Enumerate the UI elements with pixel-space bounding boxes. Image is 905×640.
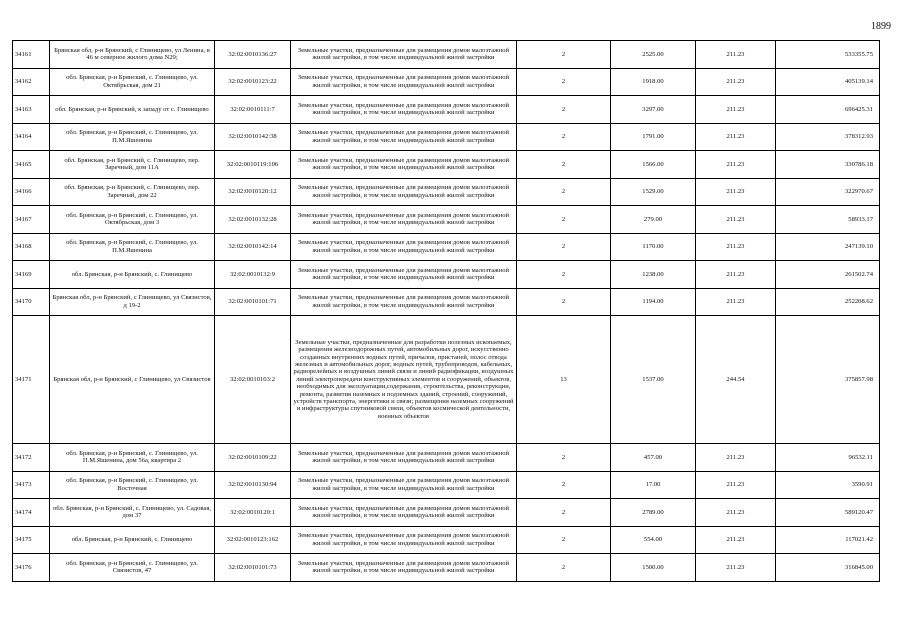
specific-value-cell: 211.23 (696, 499, 776, 527)
area-cell: 2789.00 (611, 499, 696, 527)
group-code-cell: 2 (517, 554, 611, 582)
cadastral-number-cell: 32:02:0010101:73 (215, 554, 291, 582)
area-cell: 1194.00 (611, 288, 696, 316)
table-row (13, 41, 880, 69)
address-cell: обл. Брянская, р-н Брянский, с. Глинищево, ул. Октябрьская, дом 3 (50, 206, 215, 234)
specific-value-cell: 211.23 (696, 96, 776, 124)
group-code-cell: 2 (517, 123, 611, 151)
row-number: 34163 (13, 96, 50, 124)
row-number: 34162 (13, 68, 50, 96)
specific-value-cell: 211.23 (696, 178, 776, 206)
address-cell: Брянская обл, р-н Брянский, с Глинищево, ул Ленина, в 46 м северное жилого дома N29; (50, 41, 215, 69)
cadastral-value-cell: 696425.31 (776, 96, 880, 124)
group-code-cell: 2 (517, 233, 611, 261)
group-code-cell: 2 (517, 499, 611, 527)
cadastral-value-cell: 117021.42 (776, 526, 880, 554)
row-number: 34168 (13, 233, 50, 261)
row-number: 34170 (13, 288, 50, 316)
table-row (13, 261, 880, 289)
cadastral-value-cell: 3590.91 (776, 471, 880, 499)
address-cell: обл. Брянская, р-н Брянский, с. Глинищево, ул. Октябрьская, дом 21 (50, 68, 215, 96)
cadastral-value-cell: 316845.00 (776, 554, 880, 582)
row-number: 34175 (13, 526, 50, 554)
table-row (13, 288, 880, 316)
table-row (13, 499, 880, 527)
cadastral-number-cell: 32:02:0010142:14 (215, 233, 291, 261)
area-cell: 1791.00 (611, 123, 696, 151)
land-purpose-cell: Земельные участки, предназначенные для размещения домов малоэтажной жилой застройки, в том числе индивидуальной жилой застройки (291, 499, 517, 527)
cadastral-number-cell: 32:02:0010132:9 (215, 261, 291, 289)
page-number: 1899 (871, 21, 891, 32)
address-cell: обл. Брянская, р-н Брянский, с. Глинищево, ул. П.М.Яшенина (50, 233, 215, 261)
cadastral-value-cell: 261502.74 (776, 261, 880, 289)
specific-value-cell: 211.23 (696, 206, 776, 234)
specific-value-cell: 211.23 (696, 151, 776, 179)
land-purpose-cell: Земельные участки, предназначенные для размещения домов малоэтажной жилой застройки, в том числе индивидуальной жилой застройки (291, 233, 517, 261)
group-code-cell: 2 (517, 96, 611, 124)
land-purpose-cell: Земельные участки, предназначенные для размещения домов малоэтажной жилой застройки, в том числе индивидуальной жилой застройки (291, 151, 517, 179)
specific-value-cell: 244.54 (696, 316, 776, 444)
address-cell: обл. Брянская, р-н Брянский, с. Глинищево, пер. Заречный, дом 22 (50, 178, 215, 206)
cadastral-number-cell: 32:02:0010142:38 (215, 123, 291, 151)
table-row (13, 316, 880, 444)
cadastral-number-cell: 32:02:0010130:94 (215, 471, 291, 499)
row-number: 34174 (13, 499, 50, 527)
group-code-cell: 2 (517, 288, 611, 316)
table-row (13, 206, 880, 234)
table-row (13, 68, 880, 96)
table-row (13, 151, 880, 179)
group-code-cell: 2 (517, 178, 611, 206)
cadastral-value-cell: 375857.98 (776, 316, 880, 444)
row-number: 34167 (13, 206, 50, 234)
group-code-cell: 2 (517, 471, 611, 499)
cadastral-number-cell: 32:02:0010120:12 (215, 178, 291, 206)
address-cell: обл. Брянская, р-н Брянский, с. Глинищево (50, 526, 215, 554)
cadastral-value-cell: 58933.17 (776, 206, 880, 234)
specific-value-cell: 211.23 (696, 68, 776, 96)
row-number: 34171 (13, 316, 50, 444)
cadastral-number-cell: 32:02:0010123:162 (215, 526, 291, 554)
specific-value-cell: 211.23 (696, 288, 776, 316)
cadastral-number-cell: 32:02:0010120:1 (215, 499, 291, 527)
group-code-cell: 2 (517, 261, 611, 289)
group-code-cell: 2 (517, 151, 611, 179)
land-purpose-cell: Земельные участки, предназначенные для размещения домов малоэтажной жилой застройки, в том числе индивидуальной жилой застройки (291, 471, 517, 499)
cadastral-number-cell: 32:02:0010132:28 (215, 206, 291, 234)
address-cell: обл. Брянская, р-н Брянский, с. Глинищево, ул. Садовая, дом 37 (50, 499, 215, 527)
group-code-cell: 13 (517, 316, 611, 444)
address-cell: обл. Брянская, р-н Брянский, с. Глинищево, ул. Восточная (50, 471, 215, 499)
table-row (13, 178, 880, 206)
group-code-cell: 2 (517, 444, 611, 472)
specific-value-cell: 211.23 (696, 123, 776, 151)
address-cell: Брянская обл, р-н Брянский, с Глинищево, ул Связистов, д 19-2 (50, 288, 215, 316)
land-purpose-cell: Земельные участки, предназначенные для разработки полезных ископаемых, размещения железнодорожных путей, автомобильных дорог, искусственно созданных внутренних водных путей, причалов, пристаней, полос отвода железных и автомобильных дорог, водных путей, трубопроводов, кабельных, радиорелейных и воздушных линий связи и линий радиофикации, воздушных линий электропередачи конструктивных элементов и сооружений, объектов, необходимых для эксплуатации,содержания, строительства, реконструкции, ремонта, развития наземных и подземных зданий, строений, сооружений, устройств транспорта, энергетики и связи; размещения наземных сооружений и инфраструктуры спутниковой связи, объектов космической деятельности, военных объектов (291, 316, 517, 444)
area-cell: 17.00 (611, 471, 696, 499)
address-cell: обл. Брянская, р-н Брянский, с. Глинищево, пер. Заречный, дом 11А (50, 151, 215, 179)
table-body (13, 41, 880, 582)
row-number: 34161 (13, 41, 50, 69)
specific-value-cell: 211.23 (696, 526, 776, 554)
specific-value-cell: 211.23 (696, 471, 776, 499)
area-cell: 1238.00 (611, 261, 696, 289)
row-number: 34173 (13, 471, 50, 499)
cadastral-table (12, 40, 880, 582)
group-code-cell: 2 (517, 68, 611, 96)
land-purpose-cell: Земельные участки, предназначенные для размещения домов малоэтажной жилой застройки, в том числе индивидуальной жилой застройки (291, 261, 517, 289)
cadastral-number-cell: 32:02:0010103:2 (215, 316, 291, 444)
cadastral-value-cell: 405139.14 (776, 68, 880, 96)
row-number: 34169 (13, 261, 50, 289)
address-cell: обл. Брянская, р-н Брянский, с. Глинищево, ул. Связистов, 47 (50, 554, 215, 582)
area-cell: 554.00 (611, 526, 696, 554)
land-purpose-cell: Земельные участки, предназначенные для размещения домов малоэтажной жилой застройки, в том числе индивидуальной жилой застройки (291, 206, 517, 234)
area-cell: 1529.00 (611, 178, 696, 206)
land-purpose-cell: Земельные участки, предназначенные для размещения домов малоэтажной жилой застройки, в том числе индивидуальной жилой застройки (291, 178, 517, 206)
table-row (13, 471, 880, 499)
group-code-cell: 2 (517, 526, 611, 554)
cadastral-number-cell: 32:02:0010109:22 (215, 444, 291, 472)
specific-value-cell: 211.23 (696, 233, 776, 261)
address-cell: обл. Брянская, р-н Брянский, с. Глинищево, ул. П.М.Яшенина, дом 56а, квартира 2 (50, 444, 215, 472)
area-cell: 457.00 (611, 444, 696, 472)
table-row (13, 123, 880, 151)
area-cell: 2525.00 (611, 41, 696, 69)
cadastral-number-cell: 32:02:0010136:27 (215, 41, 291, 69)
area-cell: 1537.00 (611, 316, 696, 444)
table-row (13, 444, 880, 472)
cadastral-value-cell: 322970.67 (776, 178, 880, 206)
specific-value-cell: 211.23 (696, 444, 776, 472)
cadastral-value-cell: 247139.10 (776, 233, 880, 261)
land-purpose-cell: Земельные участки, предназначенные для размещения домов малоэтажной жилой застройки, в том числе индивидуальной жилой застройки (291, 41, 517, 69)
address-cell: обл. Брянская, р-н Брянский, с. Глинищево (50, 261, 215, 289)
cadastral-value-cell: 96532.11 (776, 444, 880, 472)
address-cell: обл. Брянская, р-н Брянский, с. Глинищево, ул. П.М.Яшенина (50, 123, 215, 151)
row-number: 34172 (13, 444, 50, 472)
area-cell: 1500.00 (611, 554, 696, 582)
cadastral-value-cell: 533355.75 (776, 41, 880, 69)
cadastral-number-cell: 32:02:0010111:7 (215, 96, 291, 124)
specific-value-cell: 211.23 (696, 41, 776, 69)
area-cell: 3297.00 (611, 96, 696, 124)
land-purpose-cell: Земельные участки, предназначенные для размещения домов малоэтажной жилой застройки, в том числе индивидуальной жилой застройки (291, 554, 517, 582)
row-number: 34166 (13, 178, 50, 206)
land-purpose-cell: Земельные участки, предназначенные для размещения домов малоэтажной жилой застройки, в том числе индивидуальной жилой застройки (291, 444, 517, 472)
cadastral-value-cell: 589120.47 (776, 499, 880, 527)
area-cell: 1566.00 (611, 151, 696, 179)
address-cell: обл. Брянская, р-н Брянский, к западу от с. Глинищево (50, 96, 215, 124)
table-row (13, 96, 880, 124)
land-purpose-cell: Земельные участки, предназначенные для размещения домов малоэтажной жилой застройки, в том числе индивидуальной жилой застройки (291, 68, 517, 96)
area-cell: 1170.00 (611, 233, 696, 261)
address-cell: Брянская обл, р-н Брянский, с Глинищево, ул Связистов (50, 316, 215, 444)
cadastral-value-cell: 330786.18 (776, 151, 880, 179)
specific-value-cell: 211.23 (696, 261, 776, 289)
cadastral-value-cell: 378312.93 (776, 123, 880, 151)
specific-value-cell: 211.23 (696, 554, 776, 582)
cadastral-number-cell: 32:02:0010119:106 (215, 151, 291, 179)
row-number: 34176 (13, 554, 50, 582)
area-cell: 1918.00 (611, 68, 696, 96)
cadastral-number-cell: 32:02:0010101:71 (215, 288, 291, 316)
table-row (13, 233, 880, 261)
land-purpose-cell: Земельные участки, предназначенные для размещения домов малоэтажной жилой застройки, в том числе индивидуальной жилой застройки (291, 288, 517, 316)
table-row (13, 526, 880, 554)
land-purpose-cell: Земельные участки, предназначенные для размещения домов малоэтажной жилой застройки, в том числе индивидуальной жилой застройки (291, 96, 517, 124)
land-purpose-cell: Земельные участки, предназначенные для размещения домов малоэтажной жилой застройки, в том числе индивидуальной жилой застройки (291, 123, 517, 151)
cadastral-number-cell: 32:02:0010123:22 (215, 68, 291, 96)
cadastral-value-cell: 252208.62 (776, 288, 880, 316)
row-number: 34165 (13, 151, 50, 179)
group-code-cell: 2 (517, 41, 611, 69)
row-number: 34164 (13, 123, 50, 151)
area-cell: 279.00 (611, 206, 696, 234)
land-purpose-cell: Земельные участки, предназначенные для размещения домов малоэтажной жилой застройки, в том числе индивидуальной жилой застройки (291, 526, 517, 554)
table-row (13, 554, 880, 582)
group-code-cell: 2 (517, 206, 611, 234)
